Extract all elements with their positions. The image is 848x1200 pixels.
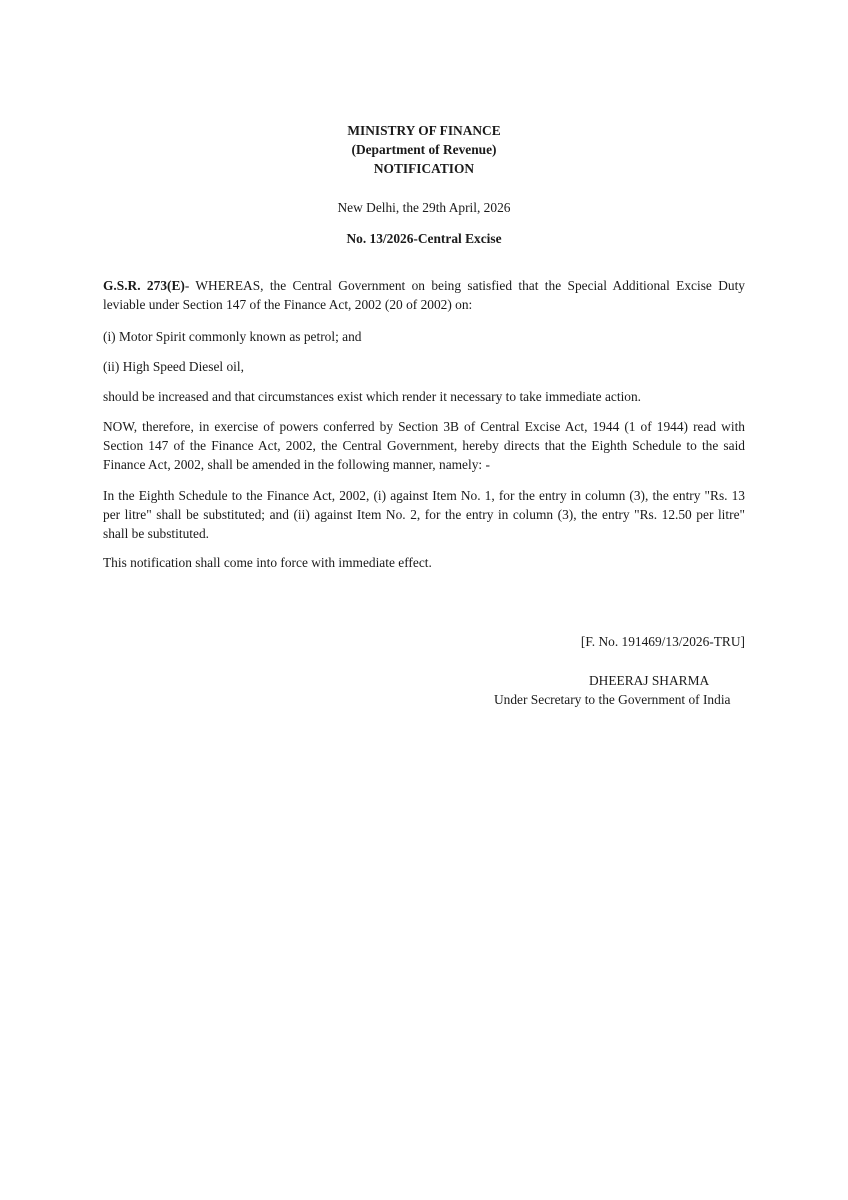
gsr-reference: G.S.R. 273(E) (103, 278, 185, 293)
item-diesel: (ii) High Speed Diesel oil, (103, 359, 244, 374)
department-title: (Department of Revenue) (351, 142, 497, 157)
signature-block (494, 671, 754, 709)
item-motor-spirit: (i) Motor Spirit commonly known as petrol; and (103, 329, 362, 344)
whereas-paragraph (103, 276, 745, 314)
now-therefore-paragraph: NOW, therefore, in exercise of powers conferred by Section 3B of Central Excise Act, 1944 (1 of 1944) read with Section 147 of the Finance Act, 2002, the Central Government, hereby directs that the Eighth Schedule to the said Finance Act, 2002, shall be amended in the following manner, namely: - (103, 419, 745, 472)
amendment-paragraph: In the Eighth Schedule to the Finance Act, 2002, (i) against Item No. 1, for the entry in column (3), the entry "Rs. 13 per litre" shall be substituted; and (ii) against Item No. 2, for the entry in column (3), the entry "Rs. 12.50 per litre" shall be substituted. (103, 488, 745, 541)
dateline: New Delhi, the 29th April, 2026 (337, 200, 511, 215)
file-number: [F. No. 191469/13/2026-TRU] (580, 634, 745, 649)
should-increase-paragraph: should be increased and that circumstances exist which render it necessary to take immediate action. (103, 389, 642, 404)
document-header (0, 121, 848, 178)
whereas-text: - WHEREAS, the Central Government on being satisfied that the Special Additional Excise Duty leviable under Section 147 of the Finance Act, 2002 (20 of 2002) on: (103, 278, 745, 312)
document-type: NOTIFICATION (373, 161, 475, 176)
notification-number: No. 13/2026-Central Excise (346, 231, 502, 246)
signatory-designation: Under Secretary to the Government of India (494, 692, 731, 707)
ministry-title: MINISTRY OF FINANCE (347, 123, 501, 138)
signatory-name: DHEERAJ SHARMA (589, 673, 710, 688)
effect-paragraph: This notification shall come into force with immediate effect. (103, 555, 432, 570)
